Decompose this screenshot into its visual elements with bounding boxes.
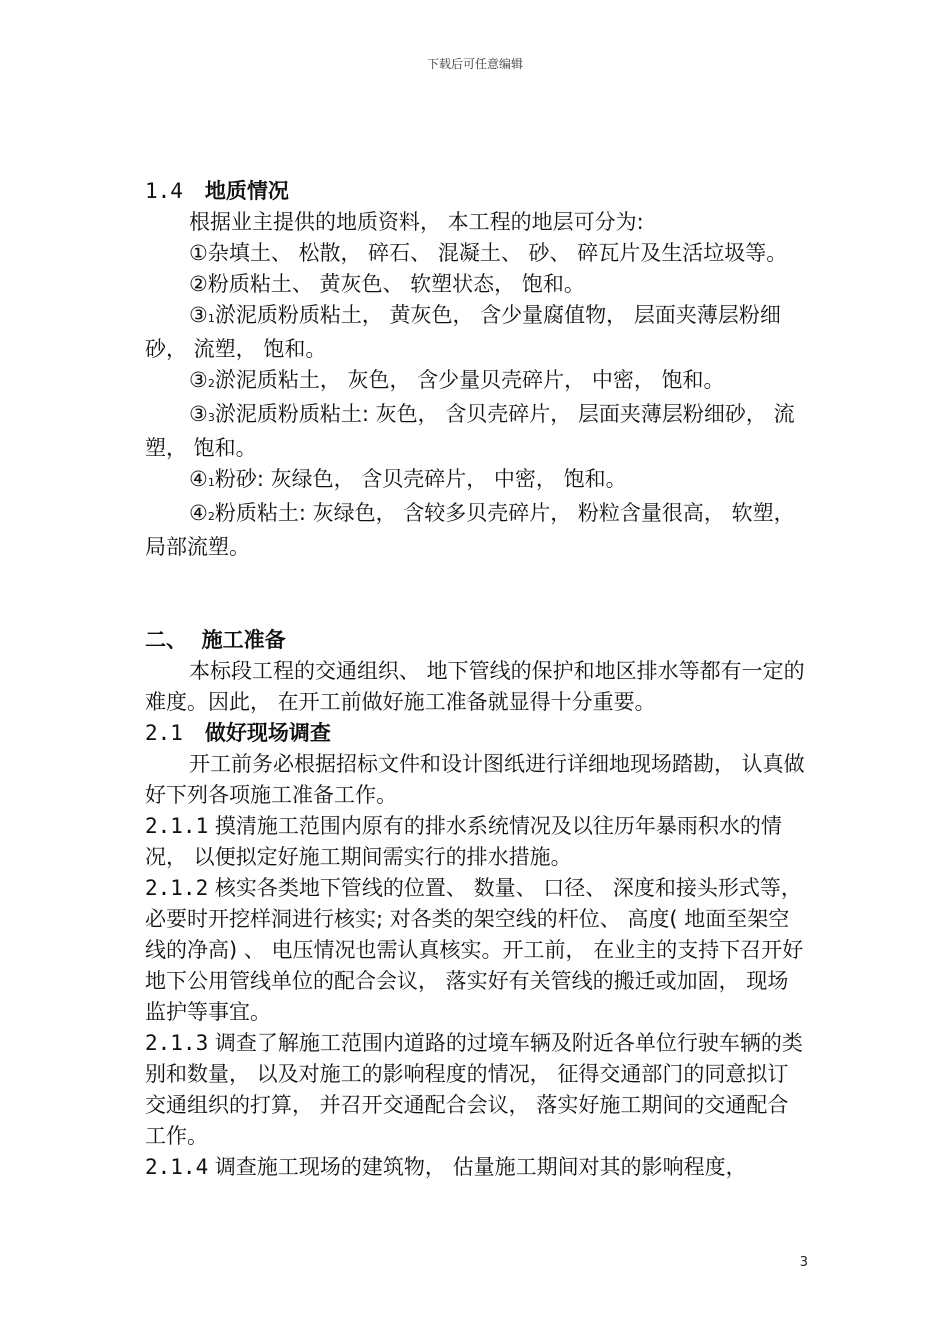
heading-2-1	[145, 718, 805, 749]
paragraph-intro: 根据业主提供的地质资料， 本工程的地层可分为:	[189, 210, 644, 234]
paragraph-layer-1: ①杂填土、 松散， 碎石、 混凝土、 砂、 碎瓦片及生活垃圾等。	[189, 241, 788, 265]
item-number: 2.1.1	[145, 814, 209, 838]
heading-number: 2.1	[145, 721, 183, 745]
heading-2	[145, 625, 805, 656]
layer-text: 淤泥质粉质粘土， 黄灰色， 含少量腐值物， 层面夹薄层粉细砂， 流塑， 饱和。	[145, 303, 781, 361]
paragraph-layer-2: ②粉质粘土、 黄灰色、 软塑状态， 饱和。	[189, 272, 585, 296]
paragraph-2-1-1	[145, 811, 805, 873]
paragraph-section-2-intro: 本标段工程的交通组织、 地下管线的保护和地区排水等都有一定的难度。因此， 在开工前做好施工准备就显得十分重要。	[145, 659, 805, 714]
item-number: 2.1.2	[145, 876, 209, 900]
paragraph-layer-3-1	[145, 300, 805, 365]
paragraph-2-1-4	[145, 1152, 805, 1183]
page-header: 下载后可任意编辑	[426, 57, 523, 71]
section-spacer	[145, 563, 805, 625]
paragraph-2-1-intro: 开工前务必根据招标文件和设计图纸进行详细地现场踏勘， 认真做好下列各项施工准备工作。	[145, 752, 805, 807]
document-body	[145, 176, 805, 1183]
item-text: 调查施工现场的建筑物， 估量施工期间对其的影响程度，	[214, 1155, 747, 1179]
layer-symbol: ③	[189, 303, 208, 327]
paragraph-2-1-2	[145, 873, 805, 1028]
layer-subscript: 2	[207, 377, 215, 390]
paragraph-layer-4-1	[145, 464, 805, 498]
layer-text: 淤泥质粉质粘土: 灰色， 含贝壳碎片， 层面夹薄层粉细砂， 流塑， 饱和。	[145, 402, 795, 460]
paragraph-layer-3-2	[145, 365, 805, 399]
layer-symbol: ④	[189, 467, 208, 491]
item-text: 核实各类地下管线的位置、 数量、 口径、 深度和接头形式等， 必要时开挖样洞进行核实; 对各类的架空线的杆位、 高度( 地面至架空线的净高) 、 电压情况也需认真核实。开工前， 在业主的支持下召开好地下公用管线单位的配合会议， 落实好有关管线的搬迁或加固， 现场监护等事宜。	[145, 876, 804, 1024]
paragraph-2-1-3	[145, 1028, 805, 1152]
layer-text: 淤泥质粘土， 灰色， 含少量贝壳碎片， 中密， 饱和。	[214, 368, 725, 392]
paragraph-layer-3-3	[145, 399, 805, 464]
layer-symbol: ③	[189, 402, 208, 426]
item-text: 调查了解施工范围内道路的过境车辆及附近各单位行驶车辆的类别和数量， 以及对施工的影响程度的情况， 征得交通部门的同意拟订交通组织的打算， 并召开交通配合会议， 落实好施工期间的交通配合工作。	[145, 1031, 803, 1148]
layer-symbol: ③	[189, 368, 208, 392]
layer-subscript: 1	[207, 312, 215, 325]
heading-title: 施工准备	[201, 628, 286, 652]
layer-subscript: 2	[207, 510, 215, 523]
item-number: 2.1.3	[145, 1031, 209, 1055]
layer-subscript: 1	[207, 476, 215, 489]
layer-text: 粉质粘土: 灰绿色， 含较多贝壳碎片， 粉粒含量很高， 软塑， 局部流塑。	[145, 501, 795, 559]
layer-text: 粉砂: 灰绿色， 含贝壳碎片， 中密， 饱和。	[214, 467, 627, 491]
item-number: 2.1.4	[145, 1155, 209, 1179]
heading-number: 二、	[145, 628, 187, 652]
heading-number: 1.4	[145, 179, 183, 203]
layer-symbol: ④	[189, 501, 208, 525]
layer-subscript: 3	[207, 411, 215, 424]
item-text: 摸清施工范围内原有的排水系统情况及以往历年暴雨积水的情况， 以便拟定好施工期间需实行的排水措施。	[145, 814, 782, 869]
heading-title: 地质情况	[204, 179, 289, 203]
paragraph-layer-4-2	[145, 498, 805, 563]
page-number: 3	[799, 1255, 808, 1270]
heading-1-4	[145, 176, 805, 207]
heading-title: 做好现场调查	[204, 721, 331, 745]
